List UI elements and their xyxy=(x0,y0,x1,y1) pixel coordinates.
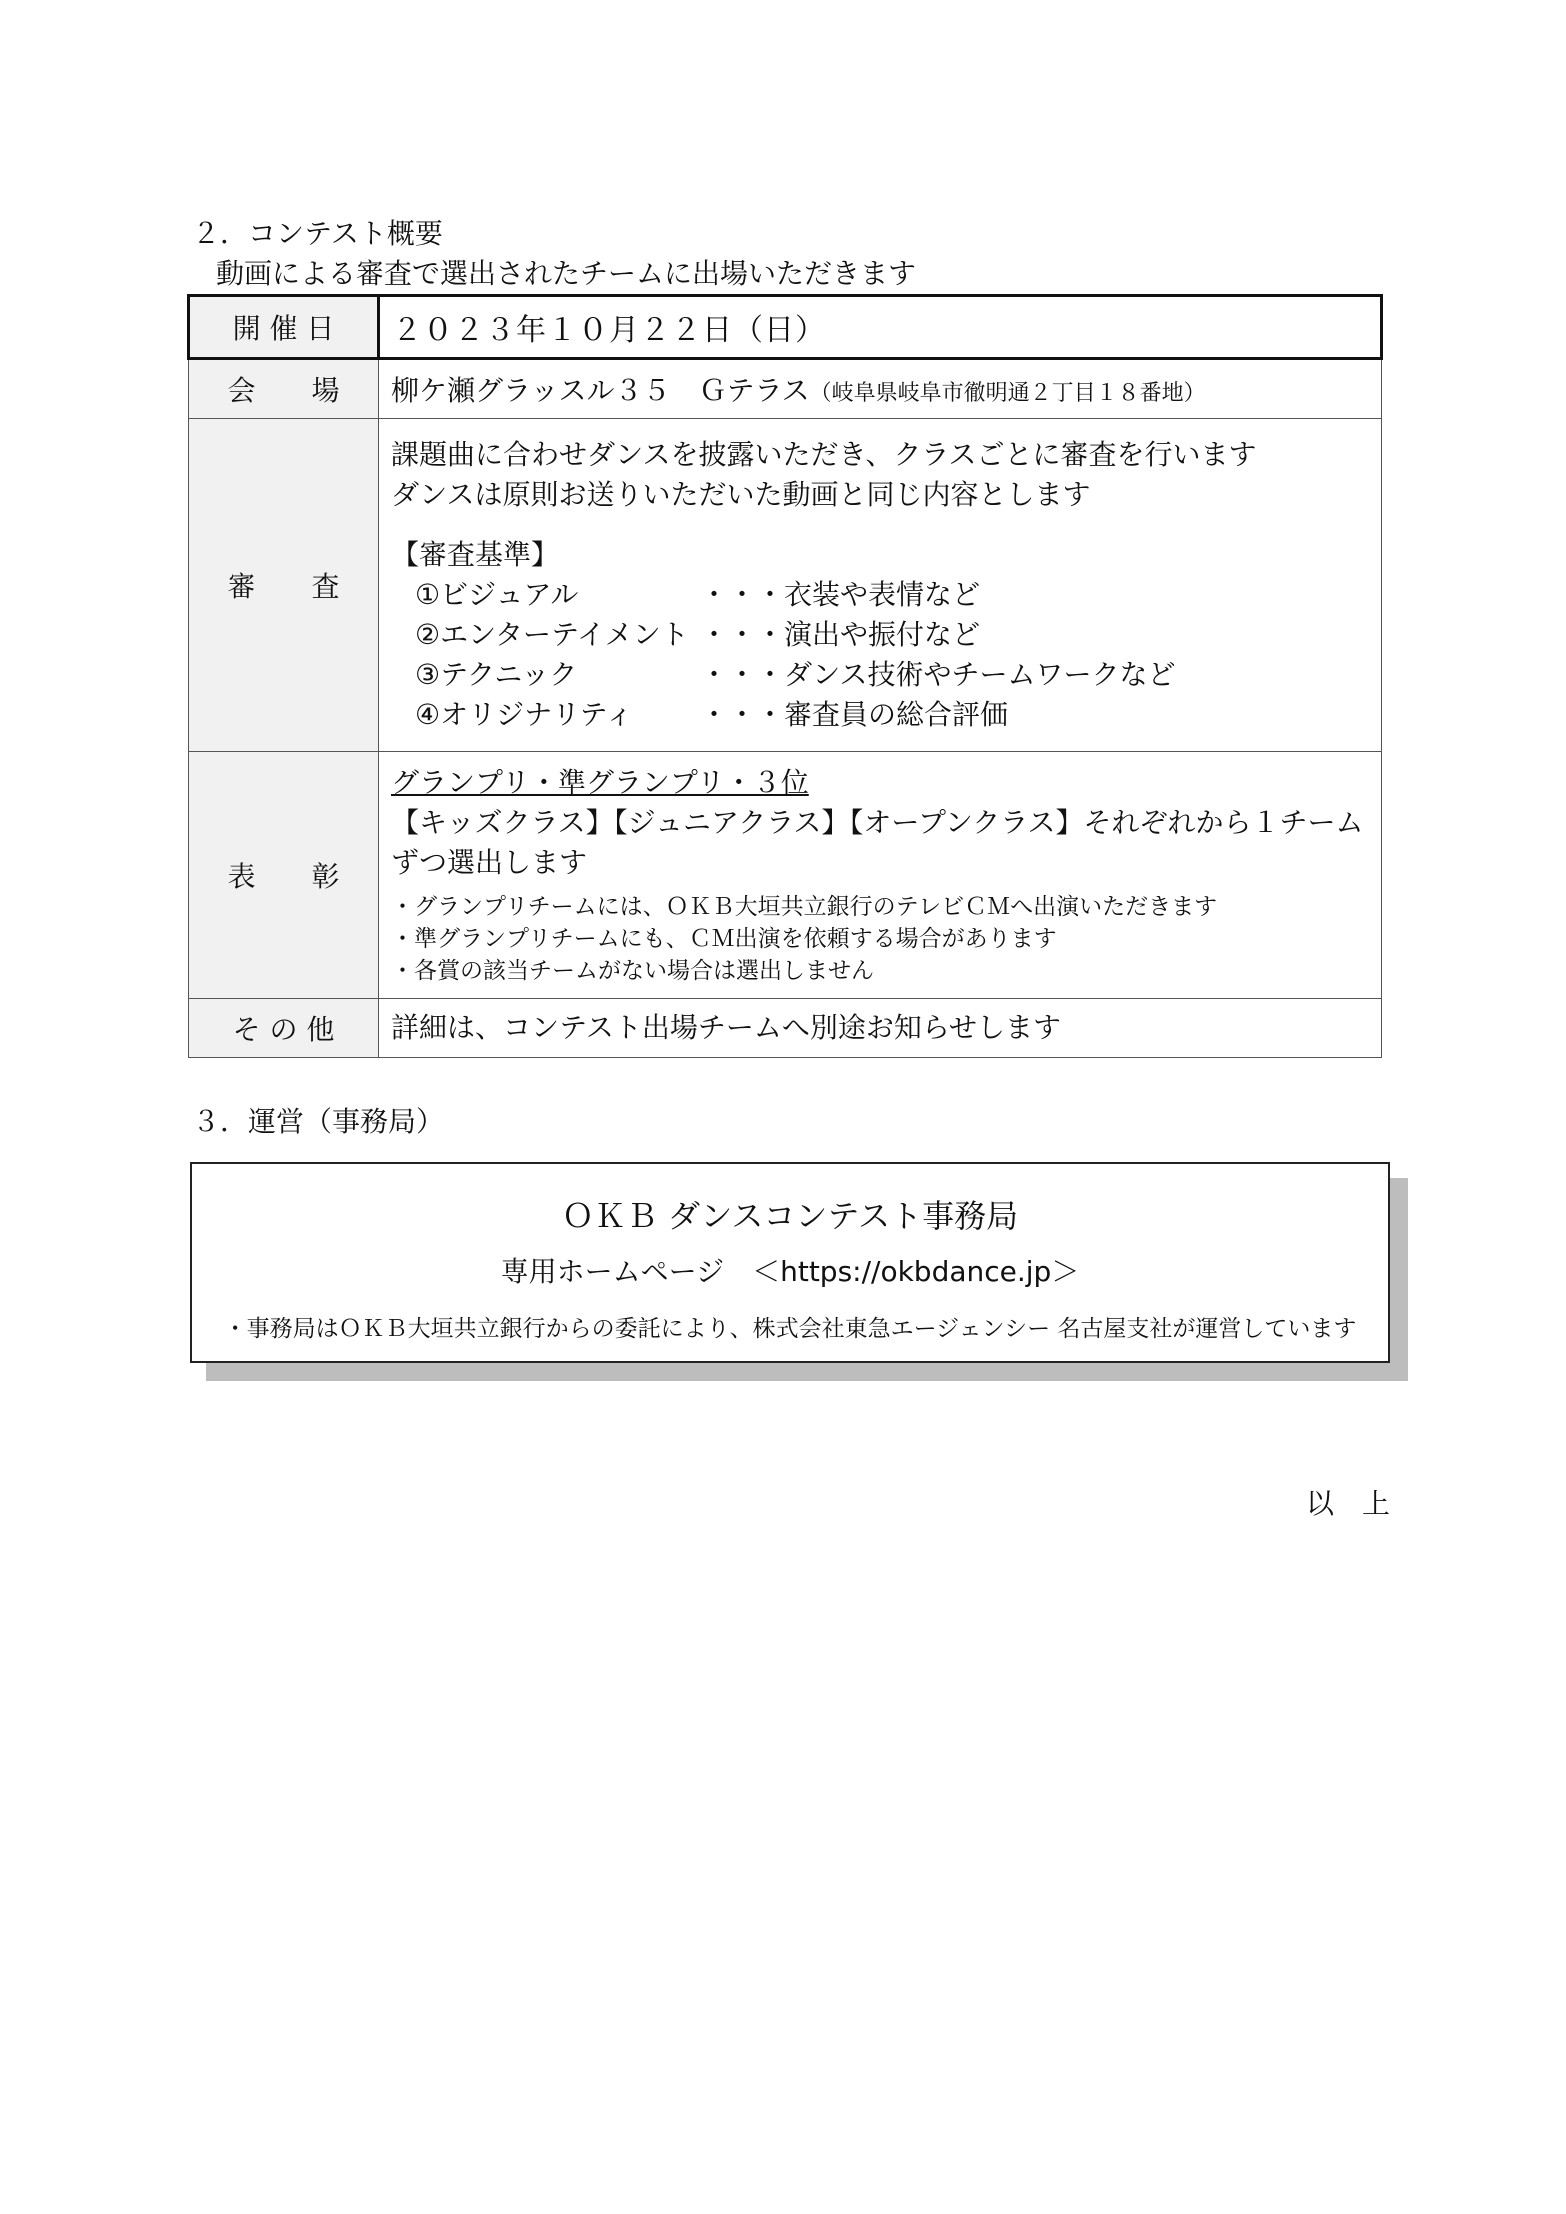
table-row-judging xyxy=(189,419,1382,752)
judging-label: 審 査 xyxy=(189,419,379,752)
award-label: 表 彰 xyxy=(189,752,379,999)
venue-name: 柳ケ瀬グラッスル３５ Ｇテラス xyxy=(391,374,810,407)
office-note: ・事務局はＯＫＢ大垣共立銀行からの委託により、株式会社東急エージェンシー 名古屋支社が運営しています xyxy=(223,1316,1357,1342)
award-line: ずつ選出します xyxy=(391,846,588,879)
venue-label: 会 場 xyxy=(189,359,379,419)
criteria-desc: ・・・衣装や表情など xyxy=(700,578,981,611)
closing-mark: 以 上 xyxy=(1306,1487,1391,1520)
date-label: 開 催 日 xyxy=(189,296,379,359)
table-row-date xyxy=(189,296,1382,359)
criteria-name: ④オリジナリティ xyxy=(415,698,634,731)
judging-value-cell xyxy=(379,419,1382,752)
criteria-name: ③テクニック xyxy=(415,658,578,691)
table-row-venue xyxy=(189,359,1382,419)
other-value-cell xyxy=(379,999,1382,1058)
criteria-item xyxy=(391,695,1369,735)
criteria-desc: ・・・ダンス技術やチームワークなど xyxy=(700,658,1176,691)
criteria-name: ②エンターテイメント xyxy=(415,618,689,651)
criteria-heading: 【審査基準】 xyxy=(391,538,560,571)
criteria-name: ①ビジュアル xyxy=(415,578,579,611)
section-2-title: ２．コンテスト概要 xyxy=(192,217,443,250)
date-value: ２０２３年１０月２２日（日） xyxy=(392,313,826,348)
other-value: 詳細は、コンテスト出場チームへ別途お知らせします xyxy=(391,1011,1062,1044)
date-value-cell xyxy=(379,296,1382,359)
criteria-desc: ・・・審査員の総合評価 xyxy=(700,698,1009,731)
table-row-award xyxy=(189,752,1382,999)
award-note: ・グランプリチームには、ＯＫＢ大垣共立銀行のテレビＣＭへ出演いただきます xyxy=(391,894,1218,920)
section-3-title: ３．運営（事務局） xyxy=(192,1105,445,1138)
venue-value-cell xyxy=(379,359,1382,419)
award-note: ・各賞の該当チームがない場合は選出しません xyxy=(391,958,874,984)
award-value-cell xyxy=(379,752,1382,999)
contest-overview-table xyxy=(187,294,1383,1058)
criteria-item xyxy=(391,575,1369,615)
venue-address: （岐阜県岐阜市徹明通２丁目１８番地） xyxy=(809,381,1206,406)
office-name: ＯＫＢ ダンスコンテスト事務局 xyxy=(561,1197,1019,1235)
other-label: そ の 他 xyxy=(189,999,379,1058)
judging-line: 課題曲に合わせダンスを披露いただき、クラスごとに審査を行います xyxy=(391,438,1257,471)
award-note: ・準グランプリチームにも、ＣＭ出演を依頼する場合があります xyxy=(391,926,1057,952)
criteria-desc: ・・・演出や振付など xyxy=(700,618,981,651)
office-homepage: 専用ホームページ ＜https://okbdance.jp＞ xyxy=(500,1255,1080,1288)
table-row-other xyxy=(189,999,1382,1058)
award-line: 【キッズクラス】【ジュニアクラス】【オープンクラス】それぞれから１チーム xyxy=(391,806,1364,839)
office-info-box xyxy=(190,1162,1390,1363)
section-2-intro: 動画による審査で選出されたチームに出場いただきます xyxy=(216,257,917,290)
award-headline: グランプリ・準グランプリ・３位 xyxy=(391,766,809,799)
criteria-item xyxy=(391,655,1369,695)
judging-line: ダンスは原則お送りいただいた動画と同じ内容とします xyxy=(391,478,1091,511)
criteria-item xyxy=(391,615,1369,655)
